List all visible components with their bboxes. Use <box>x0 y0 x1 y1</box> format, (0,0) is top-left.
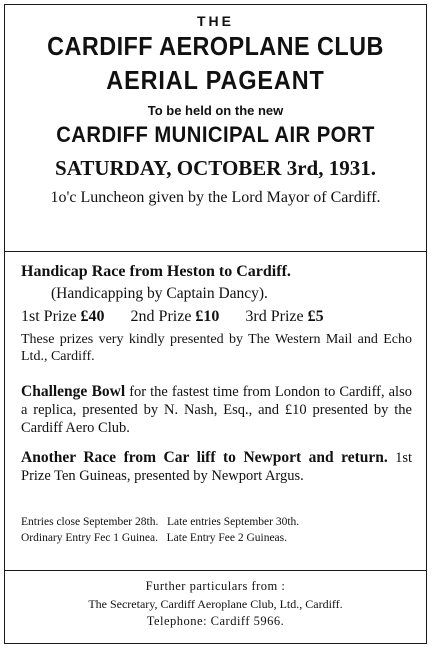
prize-amount: £40 <box>80 308 105 325</box>
prize-label: 1st Prize <box>21 308 77 325</box>
handicap-subheading: (Handicapping by Captain Dancy). <box>51 285 268 302</box>
pageant-title: AERIAL PAGEANT <box>106 65 325 95</box>
event-date: SATURDAY, OCTOBER 3rd, 1931. <box>55 156 376 180</box>
club-title: CARDIFF AEROPLANE CLUB <box>47 31 384 61</box>
entry-dates: Entries close September 28th. Late entries September 30th. <box>21 516 300 528</box>
prizes-note: These prizes very kindly presented by The Western Mail and Echo Ltd., Cardiff. <box>21 332 412 364</box>
advertisement-frame <box>4 4 427 644</box>
divider-bottom <box>5 570 426 571</box>
luncheon-note: 1o'c Luncheon given by the Lord Mayor of Cardiff. <box>50 189 381 206</box>
divider-top <box>5 251 426 252</box>
challenge-bowl-text: for the fastest time from London to Cardiff, also a replica, presented by N. Nash, Esq., and £10 presented by the Cardiff Aero Club. <box>21 384 412 436</box>
newport-race-paragraph <box>21 449 412 485</box>
prize-item <box>245 308 323 325</box>
challenge-bowl-lead: Challenge Bowl <box>21 383 126 400</box>
entry-details <box>21 514 412 546</box>
prize-item <box>131 308 220 325</box>
challenge-bowl-paragraph <box>21 383 412 437</box>
airport-title: CARDIFF MUNICIPAL AIR PORT <box>56 122 375 147</box>
held-on-text: To be held on the new <box>147 103 284 118</box>
header-section <box>5 5 426 251</box>
prize-amount: £10 <box>195 308 220 325</box>
prize-amount: £5 <box>307 308 324 325</box>
handicap-heading: Handicap Race from Heston to Cardiff. <box>21 263 291 280</box>
newport-race-lead: Another Race from Car liff to Newport and return. <box>21 449 388 466</box>
prize-label: 2nd Prize <box>130 308 192 325</box>
prize-list <box>21 308 412 326</box>
further-particulars: Further particulars from : <box>145 579 286 593</box>
secretary-address: The Secretary, Cardiff Aeroplane Club, Ltd., Cardiff. <box>88 597 343 611</box>
prize-item <box>21 308 105 325</box>
prize-label: 3rd Prize <box>245 308 304 325</box>
newport-race-text: 1st Prize Ten Guineas, presented by Newport Argus. <box>21 450 413 484</box>
entry-fees: Ordinary Entry Fec 1 Guinea. Late Entry Fee 2 Guineas. <box>21 532 288 544</box>
telephone-number: Telephone: Cardiff 5966. <box>146 614 285 628</box>
header-the: THE <box>197 13 234 29</box>
